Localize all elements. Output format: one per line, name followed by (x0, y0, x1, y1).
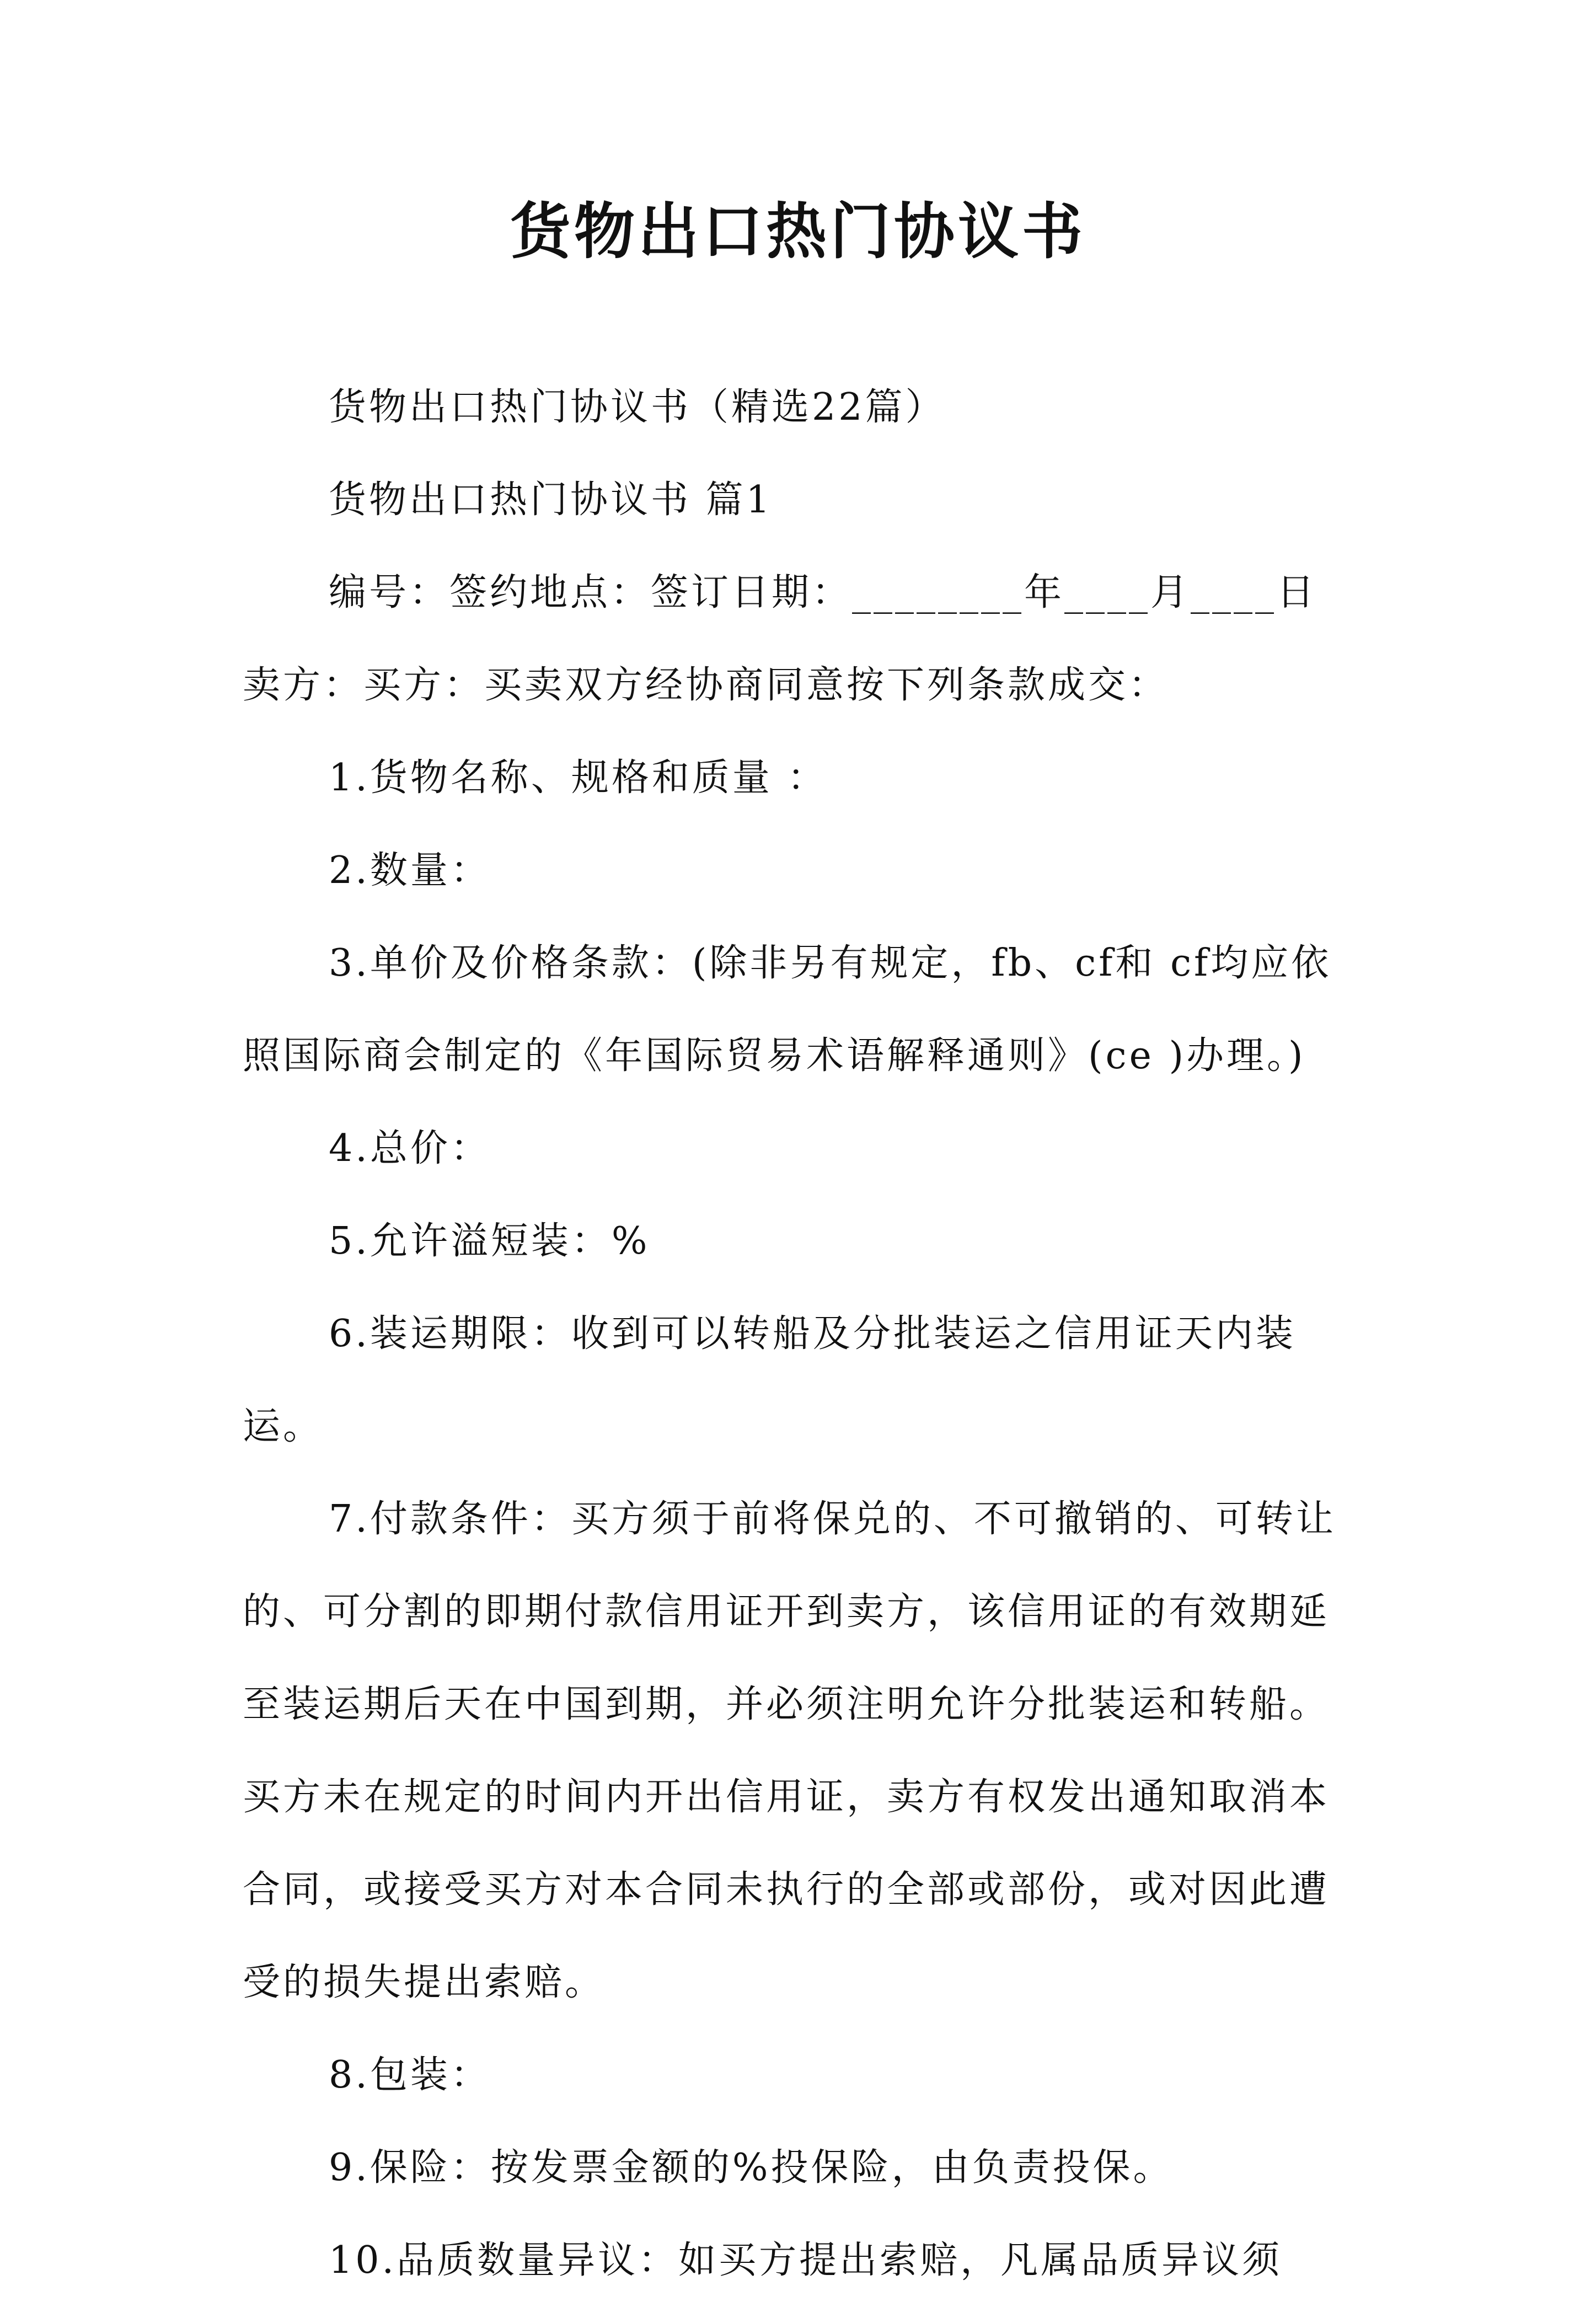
paragraph-clause-4: 4.总价： (329, 1127, 491, 1170)
paragraph-clause-2: 2.数量： (329, 849, 491, 892)
document-title: 货物出口热门协议书 (510, 196, 1086, 267)
document-body (243, 361, 1357, 2307)
paragraph-subtitle: 货物出口热门协议书（精选22篇） (329, 386, 946, 429)
paragraph-section-heading: 货物出口热门协议书 篇1 (329, 478, 773, 522)
paragraph-clause-7: 7.付款条件：买方须于前将保兑的、不可撤销的、可转让的、可分割的即期付款信用证开到卖方，该信用证的有效期延至装运期后天在中国到期，并必须注明允许分批装运和转船。买方未在规定的时间内开出信用证，卖方有权发出通知取消本合同，或接受买方对本合同未执行的全部或部份，或对因此遭受的损失提出索赔。 (243, 1497, 1336, 2004)
paragraph-clause-10: 10.品质数量异议：如买方提出索赔，凡属品质异议须 (329, 2239, 1283, 2282)
paragraph-header-fields: 编号：签约地点：签订日期：________年____月____日卖方：买方：买卖双方经协商同意按下列条款成交： (243, 571, 1317, 707)
paragraph-clause-1: 1.货物名称、规格和质量 ： (329, 756, 828, 800)
paragraph-clause-5: 5.允许溢短装：% (329, 1219, 650, 1263)
paragraph-clause-6: 6.装运期限：收到可以转船及分批装运之信用证天内装运。 (243, 1312, 1296, 1448)
paragraph-clause-8: 8.包装： (329, 2053, 491, 2097)
paragraph-clause-3: 3.单价及价格条款：(除非另有规定，fb、cf和 cf均应依照国际商会制定的《年国际贸易术语解释通则》(ce )办理。) (243, 941, 1332, 1078)
paragraph-clause-9: 9.保险：按发票金额的%投保险，由负责投保。 (329, 2146, 1174, 2190)
